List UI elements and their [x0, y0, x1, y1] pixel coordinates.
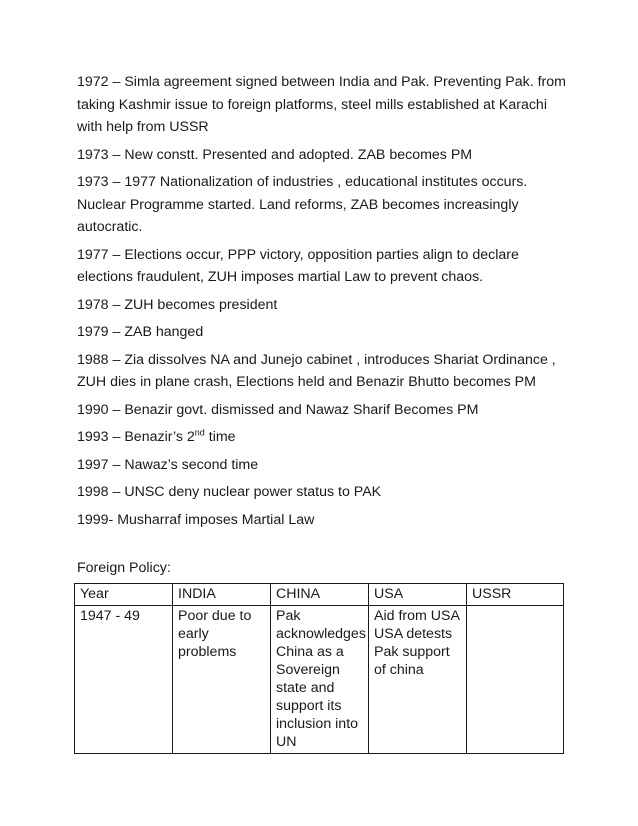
column-header-india: INDIA — [173, 584, 271, 606]
column-header-china: CHINA — [271, 584, 369, 606]
timeline-entry-1998: 1998 – UNSC deny nuclear power status to PAK — [77, 484, 382, 500]
table-header-row — [75, 584, 564, 606]
timeline-entry-1999: 1999- Musharraf imposes Martial Law — [77, 511, 315, 528]
timeline — [77, 71, 567, 536]
timeline-entry-1993-text: 1993 – Benazir’s 2 — [77, 429, 195, 445]
timeline-entry-1990: 1990 – Benazir govt. dismissed and Nawaz Sharif Becomes PM — [77, 401, 479, 418]
foreign-policy-table — [74, 583, 564, 754]
timeline-entry-1973-1977: 1973 – 1977 Nationalization of industries , educational institutes occurs. Nuclear Programme started. Land reforms, ZAB becomes increasingly autocratic. — [77, 174, 528, 235]
cell-india: Poor due to early problems — [173, 606, 271, 754]
cell-china: Pak acknowledges China as a Sovereign state and support its inclusion into UN — [271, 606, 369, 754]
cell-usa: Aid from USA USA detests Pak support of china — [369, 606, 467, 754]
timeline-entry-1997: 1997 – Nawaz’s second time — [77, 456, 259, 473]
timeline-entry-1988: 1988 – Zia dissolves NA and Junejo cabinet , introduces Shariat Ordinance , ZUH dies in plane crash, Elections held and Benazir Bhutto becomes PM — [77, 351, 556, 390]
cell-year: 1947 - 49 — [75, 606, 173, 754]
cell-ussr — [467, 606, 564, 754]
timeline-entry-1993-suffix: time — [204, 429, 236, 445]
ordinal-superscript: nd — [194, 427, 205, 438]
column-header-year: Year — [75, 584, 173, 606]
timeline-entry-1993 — [77, 426, 567, 449]
timeline-entry-1973: 1973 – New constt. Presented and adopted. ZAB becomes PM — [77, 146, 473, 163]
column-header-ussr: USSR — [467, 584, 564, 606]
timeline-entry-1979: 1979 – ZAB hanged — [77, 324, 204, 340]
timeline-entry-1972: 1972 – Simla agreement signed between India and Pak. Preventing Pak. from taking Kashmir issue to foreign platforms, steel mills established at Karachi with help from USSR — [77, 74, 566, 135]
timeline-entry-1978: 1978 – ZUH becomes president — [77, 296, 278, 313]
timeline-entry-1977: 1977 – Elections occur, PPP victory, opposition parties align to declare elections fraudulent, ZUH imposes martial Law to prevent chaos. — [77, 246, 519, 285]
column-header-usa: USA — [369, 584, 467, 606]
foreign-policy-heading: Foreign Policy: — [77, 560, 171, 576]
table-row — [75, 606, 564, 754]
